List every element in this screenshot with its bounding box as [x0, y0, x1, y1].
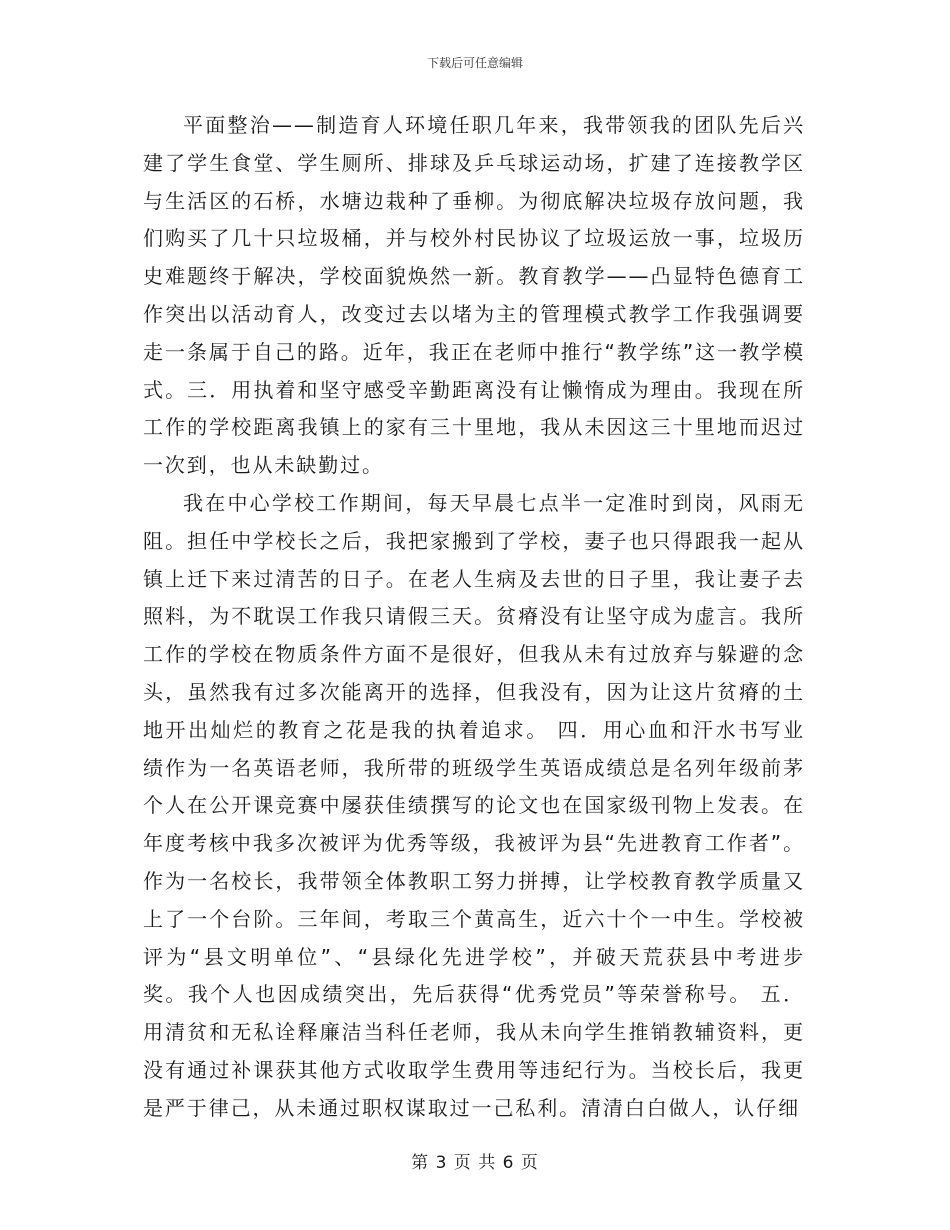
body-paragraph-1: 平面整治——制造育人环境任职几年来，我带领我的团队先后兴建了学生食堂、学生厕所、排球及乒乓球运动场，扩建了连接教学区与生活区的石桥，水塘边栽种了垂柳。为彻底解决垃圾存放问题，我们购买了几十只垃圾桶，并与校外村民协议了垃圾运放一事，垃圾历史难题终于解决，学校面貌焕然一新。教育教学——凸显特色德育工作突出以活动育人，改变过去以堵为主的管理模式教学工作我强调要走一条属于自己的路。近年，我正在老师中推行“教学练”这一教学模式。三．用执着和坚守感受辛勤距离没有让懒惰成为理由。我现在所工作的学校距离我镇上的家有三十里地，我从未因这三十里地而迟过一次到，也从未缺勤过。 [143, 113, 805, 478]
page-header-note: 下载后可任意编辑 [426, 56, 523, 70]
document-body [143, 107, 805, 1128]
body-paragraph-2: 我在中心学校工作期间，每天早晨七点半一定准时到岗，风雨无阻。担任中学校长之后，我把家搬到了学校，妻子也只得跟我一起从镇上迁下来过清苦的日子。在老人生病及去世的日子里，我让妻子去照料，为不耽误工作我只请假三天。贫瘠没有让坚守成为虚言。我所工作的学校在物质条件方面不是很好，但我从未有过放弃与躲避的念头，虽然我有过多次能离开的选择，但我没有，因为让这片贫瘠的土地开出灿烂的教育之花是我的执着追求。 四．用心血和汗水书写业绩作为一名英语老师，我所带的班级学生英语成绩总是名列年级前茅个人在公开课竞赛中屡获佳绩撰写的论文也在国家级刊物上发表。在年度考核中我多次被评为优秀等级，我被评为县“先进教育工作者”。作为一名校长，我带领全体教职工努力拼搏，让学校教育教学质量又上了一个台阶。三年间，考取三个黄高生，近六十个一中生。学校被评为“县文明单位”、“县绿化先进学校”，并破天荒获县中考进步奖。我个人也因成绩突出，先后获得“优秀党员”等荣誉称号。 五．用清贫和无私诠释廉洁当科任老师，我从未向学生推销教辅资料，更没有通过补课获其他方式收取学生费用等违纪行为。当校长后，我更是严于律己，从未通过职权谋取过一己私利。清清白白做人，认仔细 [143, 490, 805, 1120]
page-number: 第 3 页 共 6 页 [411, 1153, 539, 1173]
